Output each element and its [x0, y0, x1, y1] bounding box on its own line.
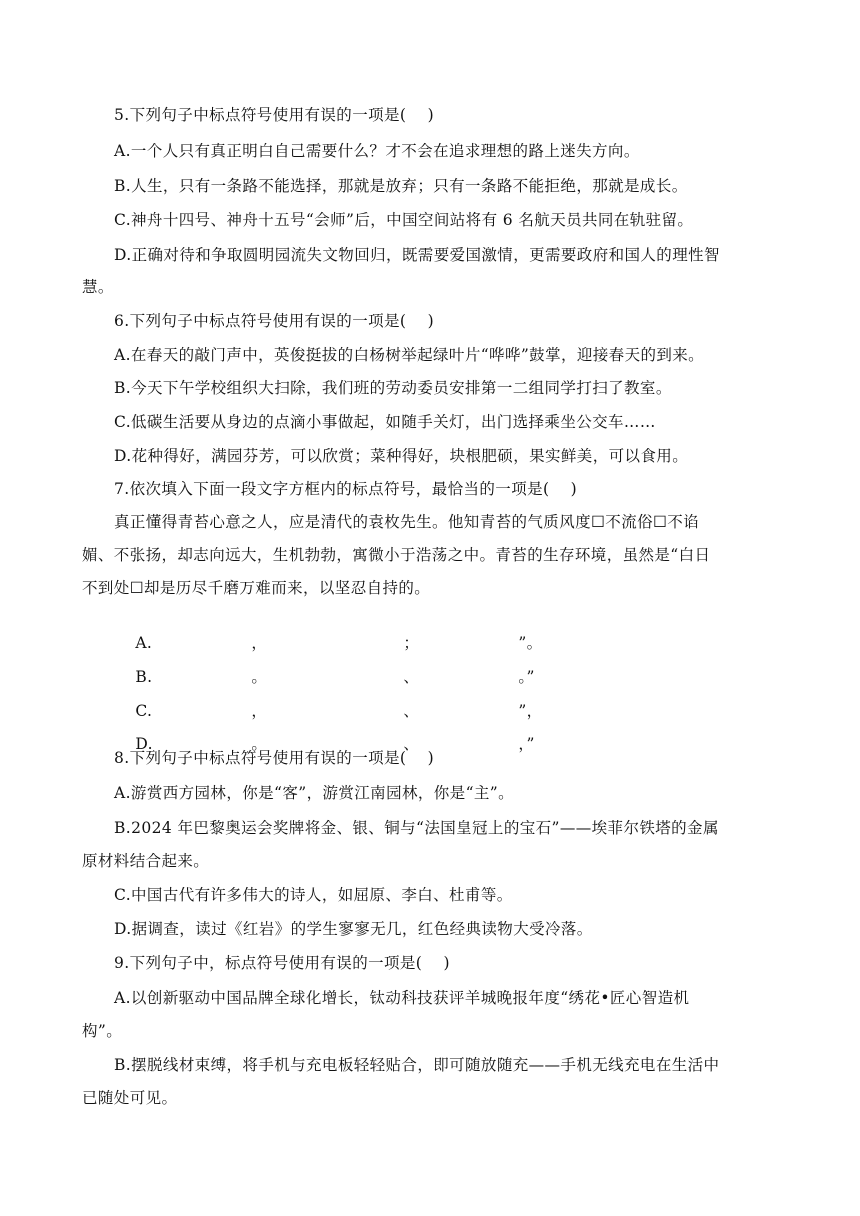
question-8-option-d: D.据调查，读过《红岩》的学生寥寥无几，红色经典读物大受冷落。: [114, 920, 593, 938]
question-7-stem: 7.依次填入下面一段文字方框内的标点符号，最恰当的一项是( ): [114, 480, 578, 498]
question-6-option-c: C.低碳生活要从身边的点滴小事做起，如随手关灯，出门选择乘坐公交车……: [114, 413, 656, 431]
question-9-option-b: B.摆脱线材束缚，将手机与充电板轻轻贴合，即可随放随充——手机无线充电在生活中: [114, 1056, 720, 1074]
question-6-stem: 6.下列句子中标点符号使用有误的一项是( ): [114, 312, 435, 330]
option-mark-3: ”。: [518, 634, 543, 652]
question-5-stem: 5.下列句子中标点符号使用有误的一项是( ): [114, 106, 435, 124]
question-9-stem: 9.下列句子中，标点符号使用有误的一项是( ): [114, 954, 450, 972]
option-mark-1: ，: [251, 702, 268, 720]
question-7-passage-line-1: 真正懂得青苔心意之人，应是清代的袁枚先生。他知青苔的气质风度☐不流俗☐不谄: [114, 513, 700, 531]
question-7-passage-line-2: 媚、不张扬，却志向远大，生机勃勃，寓微小于浩荡之中。青苔的生存环境，虽然是“白日: [82, 546, 711, 564]
question-9-option-a: A.以创新驱动中国品牌全球化增长，钛动科技获评羊城晚报年度“绣花•匠心智造机: [114, 989, 690, 1007]
question-5-option-b: B.人生，只有一条路不能选择，那就是放弃；只有一条路不能拒绝，那就是成长。: [114, 177, 688, 195]
option-mark-1: 。: [251, 668, 268, 686]
option-mark-3: 。”: [518, 668, 535, 686]
question-6-option-a: A.在春天的敲门声中，英俊挺拔的白杨树举起绿叶片“哗哗”鼓掌，迎接春天的到来。: [114, 346, 705, 364]
option-mark-3: ，”: [518, 735, 535, 753]
option-label: D.: [135, 735, 153, 753]
question-8-stem: 8.下列句子中标点符号使用有误的一项是( ): [114, 749, 435, 767]
question-9-option-a-continued: 构”。: [82, 1022, 123, 1040]
option-mark-2: 、: [403, 735, 420, 753]
question-8-option-c: C.中国古代有许多伟大的诗人，如屈原、李白、杜甫等。: [114, 886, 513, 904]
question-5-option-c: C.神舟十四号、神舟十五号“会师”后，中国空间站将有 6 名航天员共同在轨驻留。: [114, 211, 694, 229]
option-label: C.: [135, 702, 153, 720]
option-label: A.: [135, 634, 153, 652]
question-6-option-b: B.今天下午学校组织大扫除，我们班的劳动委员安排第一二组同学打扫了教室。: [114, 379, 672, 397]
option-mark-3: ”，: [518, 702, 543, 720]
question-8-option-a: A.游赏西方园林，你是“客”，游赏江南园林，你是“主”。: [114, 784, 515, 802]
question-8-option-b: B.2024 年巴黎奥运会奖牌将金、银、铜与“法国皇冠上的宝石”——埃菲尔铁塔的金属: [114, 819, 719, 837]
option-label: B.: [135, 668, 153, 686]
option-mark-2: 、: [403, 668, 420, 686]
question-7-passage-line-3: 不到处☐却是历尽千磨万难而来，以坚忍自持的。: [82, 579, 431, 597]
question-5-option-d-continued: 慧。: [82, 278, 114, 296]
question-6-option-d: D.花种得好，满园芬芳，可以欣赏；菜种得好，块根肥硕，果实鲜美，可以食用。: [114, 447, 689, 465]
question-5-option-a: A.一个人只有真正明白自己需要什么？才不会在追求理想的路上迷失方向。: [114, 142, 640, 160]
option-mark-2: ；: [403, 634, 420, 652]
option-mark-1: ，: [251, 634, 268, 652]
option-mark-1: 。: [251, 735, 268, 753]
question-5-option-d: D.正确对待和争取圆明园流失文物回归，既需要爱国激情，更需要政府和国人的理性智: [114, 246, 720, 264]
question-9-option-b-continued: 已随处可见。: [82, 1089, 178, 1107]
question-8-option-b-continued: 原材料结合起来。: [82, 852, 210, 870]
option-mark-2: 、: [403, 702, 420, 720]
